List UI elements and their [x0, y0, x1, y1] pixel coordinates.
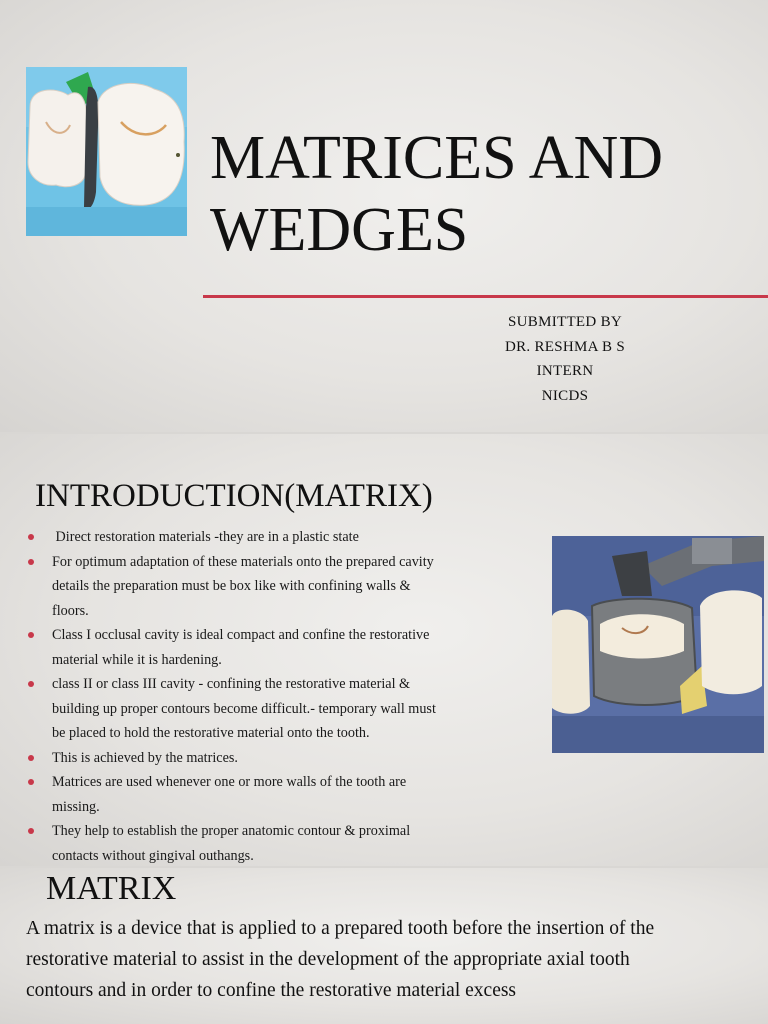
bullet-line: floors.	[52, 602, 89, 619]
presentation-title	[210, 122, 760, 266]
credits-block	[470, 310, 660, 408]
bullet-line: missing.	[52, 798, 100, 815]
bullet-line: They help to establish the proper anatomic contour & proximal	[52, 823, 411, 839]
matrix-retainer-photo	[552, 536, 764, 753]
bullet-line: details the preparation must be box like with confining walls &	[52, 578, 411, 594]
title-slide	[0, 0, 768, 432]
definition-line: A matrix is a device that is applied to a prepared tooth before the insertion of the	[26, 918, 655, 939]
bullet-line: material while it is hardening.	[52, 651, 222, 668]
credit-line: NICDS	[541, 387, 589, 404]
bullet-item	[26, 623, 506, 672]
bullet-item	[26, 819, 506, 866]
matrix-definition-slide	[0, 868, 768, 1024]
title-line-1: MATRICES AND	[210, 124, 664, 192]
definition-paragraph	[26, 913, 756, 1006]
bullet-list	[26, 525, 506, 866]
credit-line: SUBMITTED BY	[507, 314, 623, 330]
bullet-line: Direct restoration materials -they are in a plastic state	[52, 529, 359, 545]
credit-line: DR. RESHMA B S	[504, 338, 626, 355]
title-divider	[203, 295, 768, 298]
credit-line: INTERN	[536, 363, 594, 379]
bullet-item	[26, 525, 506, 550]
teeth-matrix-band-photo	[26, 67, 187, 236]
bullet-line: For optimum adaptation of these materials onto the prepared cavity	[52, 553, 434, 570]
bullet-item	[26, 550, 506, 624]
bullet-line: Class I occlusal cavity is ideal compact and confine the restorative	[52, 627, 430, 643]
slide-title: INTRODUCTION(MATRIX)	[35, 478, 433, 514]
bullet-line: be placed to hold the restorative material onto the tooth.	[52, 725, 370, 741]
bullet-line: building up proper contours become difficult.- temporary wall must	[52, 700, 436, 717]
bullet-line: Matrices are used whenever one or more walls of the tooth are	[52, 774, 407, 790]
definition-line: restorative material to assist in the development of the appropriate axial tooth	[26, 949, 630, 970]
bullet-line: contacts without gingival outhangs.	[52, 847, 254, 864]
definition-line: contours and in order to confine the restorative material excess	[26, 980, 517, 1001]
bullet-item	[26, 746, 506, 771]
title-line-2: WEDGES	[210, 196, 469, 264]
bullet-item	[26, 672, 506, 746]
bullet-line: This is achieved by the matrices.	[52, 749, 238, 766]
introduction-slide	[0, 434, 768, 866]
bullet-line: class II or class III cavity - confining the restorative material &	[52, 676, 411, 692]
bullet-item	[26, 770, 506, 819]
slide-title: MATRIX	[46, 870, 177, 907]
